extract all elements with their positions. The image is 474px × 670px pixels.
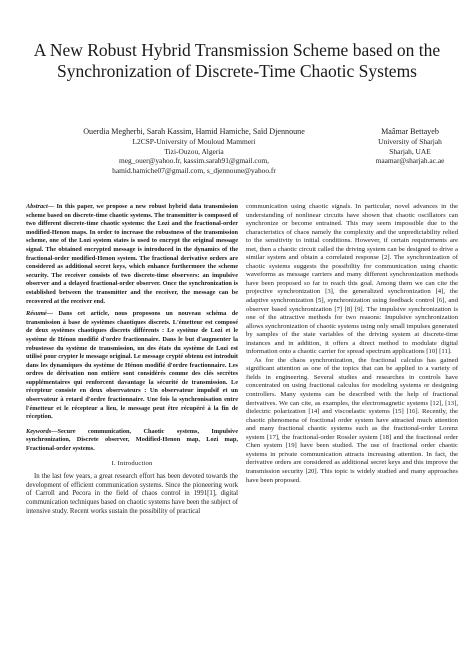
intro-paragraph: In the last few years, a great research effort has been devoted towards the development of efficient communication systems. Since the pioneering work of Carroll and Pecora in the field of chaos control in 1991[1], digital communication techniques based on chaotic systems have been the subject of intensive study. Recent works sustain the possibility of practical xyxy=(26,473,238,515)
author-affiliation: University of Sharjah xyxy=(378,137,442,146)
author-emails: meg_ouer@yahoo.fr, kassim.sarah91@gmail.com, xyxy=(118,156,269,166)
keywords-label: Keywords xyxy=(26,427,52,435)
keywords xyxy=(26,428,238,454)
abstract-label: Abstract xyxy=(26,203,48,210)
author-location: Tizi-Ouzou, Algeria xyxy=(164,146,224,156)
author-affiliation: L2CSP-University of Mouloud Mammeri xyxy=(132,137,256,146)
resume-text: — Dans cet article, nous proposons un nouveau schéma de transmission à base de systèmes chaotiques discrets. L'émetteur est composé de deux systèmes chaotiques discrets différents : Le système de Lozi et le système de Hénon modifié d'ordre fractionnaire. Dans le but d'augmenter la robustesse du système de transmission, un des états du système de Lozi est utilisé pour crypter le message original. Le message crypté obtenu est introduit dans les dynamiques du système de Hénon modifié d'ordre fractionnaire. Les ordres de dérivation non entière sont considérés comme des clés secrètes supplémentaires qui renforcent davantage la sécurité de transmission. Le récepteur consiste en deux observateurs : Un observateur impulsif et un observateur à retard d'ordre fractionnaire. Une fois la synchronisation entre l'émetteur et le récepteur a lieu, le message peut être récupéré à la fin de réception. xyxy=(26,310,238,421)
right-column xyxy=(246,203,458,485)
left-column xyxy=(26,203,238,516)
author-block-left xyxy=(36,127,352,175)
author-location: Sharjah, UAE xyxy=(389,146,431,156)
keywords-text: —Secure communication, Chaotic systems, Impulsive synchronization, Discrete observer, Modified-Henon map, Lozi map, Fractional-order systems. xyxy=(26,427,238,453)
abstract-text: — In this paper, we propose a new robust hybrid data transmission scheme based on discrete-time chaotic systems. The transmitter is composed of two different discrete-time chaotic systems: the Lozi and the fractional-order modified-Henon maps. In order to increase the robustness of the transmission scheme, one of the Lozi system states is used to encrypt the original message signal. The obtained encrypted message is introduced in the dynamics of the fractional-order modified-Henon system. The fractional derivative orders are considered as additional secret keys, which enhance furthermore the scheme security. The receiver consists of two discrete-time observers: an impulsive observer and a delayed fractional-order observer. Once the synchronization is established between the transmitter and the receiver, the message can be recovered at the receiver end. xyxy=(26,203,238,305)
resume-label: Résumé xyxy=(26,310,47,318)
resume xyxy=(26,310,238,422)
body-paragraph-1: communication using chaotic signals. In particular, novel advances in the understanding of nonlinear circuits have shown that chaotic oscillators can synchronize or become entrained. This may seem impossible due to the characteristics of chaos namely the complexity and the unpredictability relied to the sensitivity to initial conditions. However, if certain requirements are met, then a chaotic circuit called the driving system can be designed to drive a similar system and obtain a correlated response [2]. The synchronization of chaotic systems suggests the possibility for communication using chaotic waveforms as message carriers and many different synchronization methods have been proposed so far to reach this goal. Among them we can cite the projective synchronization [3], the generalized synchronization [4], the adaptive synchronization [5], synchronization using feedback control [6], and observer based synchronization [7] [8] [9]. The impulsive synchronization is one of the attractive methods for two reasons: Impulsive synchronization allows synchronization of chaotic systems using only small impulses generated by samples of the state variables of the driving system at discrete-time instances and in addition, it offers a direct method to modulate digital information onto a chaotic carrier for spread spectrum applications [10] [11]. xyxy=(246,203,458,356)
paper-title: A New Robust Hybrid Transmission Scheme based on the Synchronization of Discrete-Time Chaotic Systems xyxy=(33,40,441,81)
body-paragraph-2: As for the chaos synchronization, the fractional calculus has gained significant attention as one of the topics that can be applied to a variety of fields in engineering. Several studies and researches in controls have concentrated on using fractional calculus for modeling systems or designing controllers. Many systems can be described with the help of fractional derivatives. We can cite, as examples, the electromagnetic systems [12], [13], dielectric polarization [14] and viscoelastic systems [15] [16]. Recently, the chaotic phenomena of fractional order system have attracted much attention and many fractional chaotic systems such as the fractional-order Lorenz system [17], the fractional-order Rossler system [18] and the fractional order Chen system [19] have been studied. The use of fractional order chaotic systems in private communication attracts increasing attention. In fact, the derivative orders are considered as additional secret keys and this improve the transmission security [20]. This topic is widely studied and many approaches have been proposed. xyxy=(246,356,458,484)
author-names: Maâmar Bettayeb xyxy=(381,127,439,136)
author-email: maamar@sharjah.ac.ae xyxy=(375,156,445,166)
author-emails-2: hamid.hamiche07@gmail.com, s_djennoune@yahoo.fr xyxy=(112,165,276,175)
author-names: Ouerdia Megherbi, Sarah Kassim, Hamid Hamiche, Saïd Djennoune xyxy=(83,127,305,136)
author-block-right xyxy=(354,127,466,166)
abstract xyxy=(26,203,238,306)
section-heading: I. Introduction xyxy=(111,459,153,467)
